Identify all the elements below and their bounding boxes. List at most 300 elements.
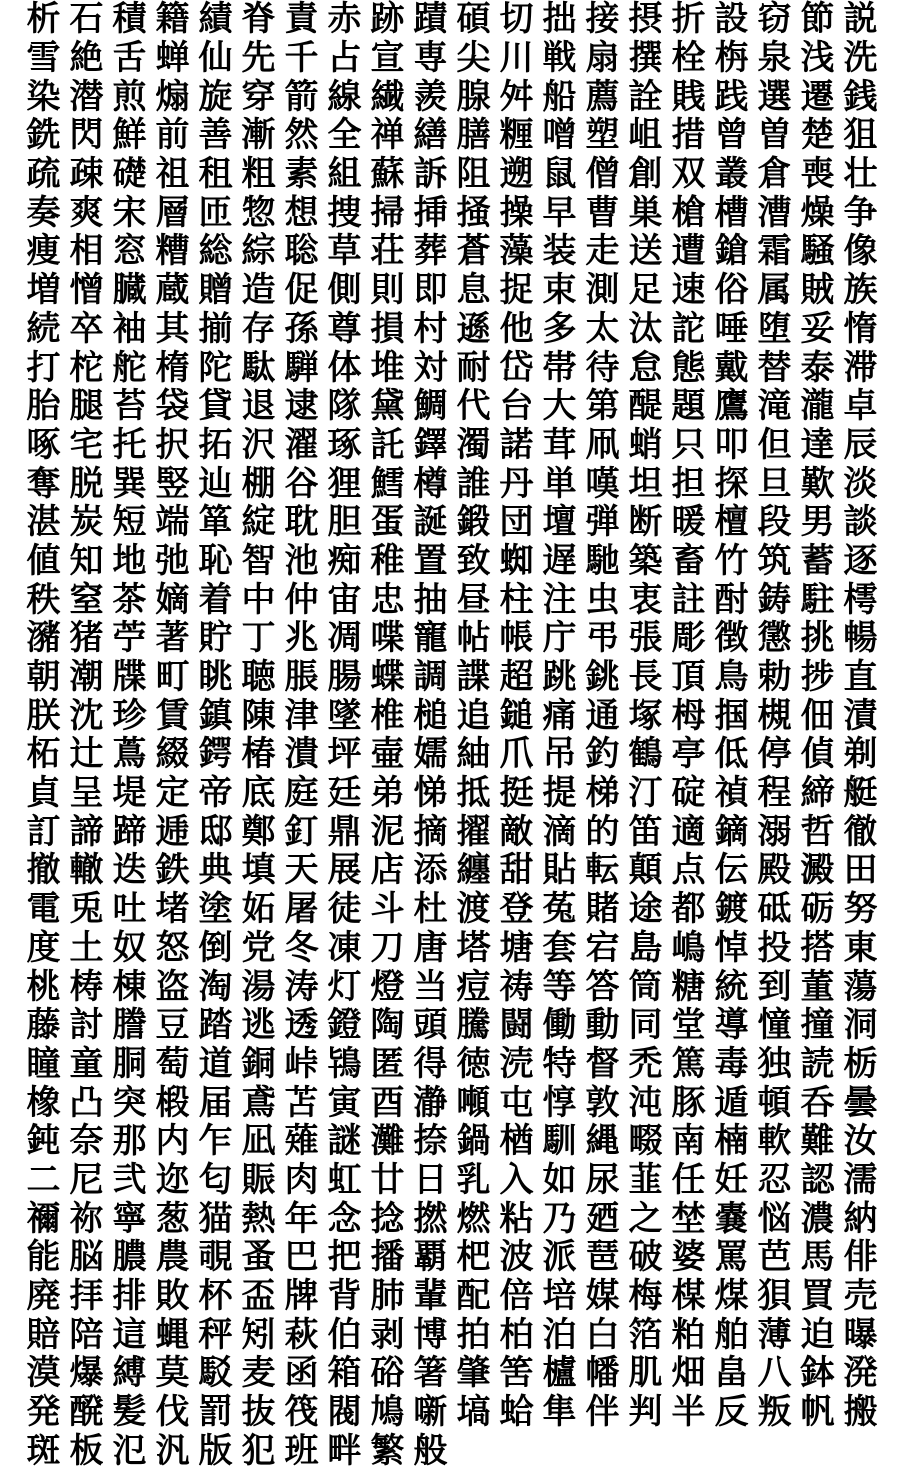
kanji-glyph: 蝉 — [155, 38, 190, 78]
kanji-glyph: 痩 — [26, 232, 61, 271]
kanji-glyph: 提 — [542, 773, 577, 813]
kanji-glyph: 楠 — [714, 1121, 749, 1161]
kanji-glyph: 肺 — [370, 1276, 405, 1316]
kanji-glyph: 摘 — [413, 812, 448, 852]
kanji-glyph: 岱 — [499, 348, 534, 387]
kanji-glyph: 遅 — [542, 541, 577, 581]
kanji-glyph: 岨 — [628, 116, 663, 155]
kanji-glyph: 鳶 — [241, 1083, 276, 1122]
kanji-glyph: 弛 — [155, 541, 190, 581]
kanji-glyph: 対 — [413, 348, 448, 387]
kanji-glyph: 梅 — [628, 1276, 663, 1316]
kanji-glyph: 套 — [542, 928, 577, 968]
kanji-glyph: 佃 — [800, 696, 835, 736]
kanji-glyph: 矧 — [241, 1315, 276, 1355]
kanji-glyph: 誰 — [456, 464, 491, 503]
kanji-glyph: 跡 — [370, 0, 405, 39]
kanji-glyph: 脱 — [69, 464, 104, 503]
kanji-glyph: 賊 — [800, 270, 835, 310]
kanji-glyph: 瀧 — [800, 386, 835, 426]
kanji-glyph: 銑 — [26, 116, 61, 155]
kanji-glyph: 粗 — [241, 154, 276, 194]
kanji-glyph: 担 — [671, 464, 706, 503]
kanji-glyph: 堂 — [671, 1005, 706, 1045]
kanji-glyph: 投 — [757, 928, 792, 968]
kanji-glyph: 丹 — [499, 464, 534, 503]
kanji-glyph: 阻 — [456, 154, 491, 194]
kanji-glyph: 発 — [26, 1392, 61, 1432]
kanji-glyph: 猫 — [198, 1199, 233, 1238]
kanji-glyph: 註 — [671, 580, 706, 619]
kanji-glyph: 徹 — [843, 812, 878, 852]
kanji-glyph: 当 — [413, 967, 448, 1006]
kanji-glyph: 棚 — [241, 464, 276, 503]
kanji-glyph: 馬 — [800, 1238, 835, 1277]
kanji-glyph: 楢 — [499, 1121, 534, 1161]
kanji-glyph: 糖 — [671, 967, 706, 1006]
kanji-glyph: 谷 — [284, 464, 319, 503]
kanji-glyph: 年 — [284, 1199, 319, 1238]
kanji-glyph: 訂 — [26, 812, 61, 852]
kanji-glyph: 恥 — [198, 541, 233, 581]
kanji-glyph: 塘 — [499, 928, 534, 968]
kanji-glyph: 選 — [757, 77, 792, 117]
kanji-glyph: 背 — [327, 1276, 362, 1316]
kanji-glyph: 澱 — [800, 851, 835, 890]
kanji-glyph: 点 — [671, 851, 706, 890]
kanji-glyph: 溌 — [843, 1354, 878, 1393]
kanji-glyph: 双 — [671, 154, 706, 194]
kanji-glyph: 蜘 — [499, 541, 534, 581]
kanji-glyph: 犯 — [241, 1431, 276, 1470]
kanji-glyph: 績 — [198, 0, 233, 39]
kanji-glyph: 土 — [69, 928, 104, 968]
kanji-glyph: 宅 — [69, 425, 104, 465]
kanji-glyph: 箭 — [284, 77, 319, 117]
kanji-glyph: 導 — [714, 1005, 749, 1045]
kanji-glyph: 嫡 — [155, 580, 190, 619]
kanji-glyph: 栴 — [714, 38, 749, 78]
kanji-glyph: 哲 — [800, 812, 835, 852]
kanji-glyph: 曇 — [843, 1083, 878, 1122]
kanji-glyph: 綴 — [155, 735, 190, 774]
kanji-glyph: 総 — [198, 232, 233, 271]
kanji-glyph: 線 — [327, 77, 362, 117]
kanji-glyph: 眺 — [198, 657, 233, 697]
kanji-glyph: 誕 — [413, 502, 448, 542]
kanji-glyph: 朕 — [26, 696, 61, 736]
kanji-glyph: 態 — [671, 348, 706, 387]
kanji-glyph: 鎗 — [714, 232, 749, 271]
kanji-glyph: 店 — [370, 851, 405, 890]
kanji-glyph: 廼 — [585, 1199, 620, 1238]
kanji-glyph: 寧 — [112, 1199, 147, 1238]
kanji-glyph: 狸 — [327, 464, 362, 503]
kanji-glyph: 托 — [112, 425, 147, 465]
kanji-glyph: 遡 — [499, 154, 534, 194]
kanji-glyph: 匿 — [370, 1044, 405, 1084]
kanji-glyph: 遜 — [456, 309, 491, 349]
kanji-glyph: 賠 — [26, 1315, 61, 1355]
kanji-glyph: 貸 — [198, 386, 233, 426]
kanji-glyph: 坦 — [628, 464, 663, 503]
kanji-glyph: 都 — [671, 889, 706, 929]
kanji-glyph: 苫 — [284, 1083, 319, 1122]
kanji-glyph: 塗 — [198, 889, 233, 929]
kanji-glyph: 童 — [69, 1044, 104, 1084]
kanji-glyph: 卒 — [69, 309, 104, 349]
kanji-glyph: 貼 — [542, 851, 577, 890]
kanji-glyph: 遷 — [800, 77, 835, 117]
kanji-glyph: 扇 — [585, 38, 620, 78]
kanji-glyph: 体 — [327, 348, 362, 387]
kanji-glyph: 妊 — [714, 1160, 749, 1200]
kanji-glyph: 鍍 — [714, 889, 749, 929]
kanji-glyph: 堆 — [370, 348, 405, 387]
kanji-glyph: 廃 — [26, 1276, 61, 1316]
kanji-glyph: 聴 — [241, 657, 276, 697]
kanji-glyph: 喪 — [800, 154, 835, 194]
kanji-glyph: 覇 — [413, 1238, 448, 1277]
kanji-glyph: 注 — [542, 580, 577, 619]
kanji-glyph: 鷹 — [714, 386, 749, 426]
kanji-glyph: 苔 — [112, 386, 147, 426]
kanji-glyph: 倉 — [757, 154, 792, 194]
kanji-glyph: 繕 — [413, 116, 448, 155]
kanji-glyph: 能 — [26, 1238, 61, 1277]
kanji-glyph: 朝 — [26, 657, 61, 697]
kanji-glyph: 先 — [241, 38, 276, 78]
kanji-glyph: 綜 — [241, 232, 276, 271]
kanji-glyph: 迫 — [800, 1315, 835, 1355]
kanji-glyph: 董 — [800, 967, 835, 1006]
kanji-glyph: 村 — [413, 309, 448, 349]
kanji-glyph: 粕 — [671, 1315, 706, 1355]
kanji-glyph: 働 — [542, 1005, 577, 1045]
kanji-glyph: 筏 — [284, 1392, 319, 1432]
kanji-glyph: 畷 — [628, 1121, 663, 1161]
kanji-glyph: 噌 — [542, 116, 577, 155]
kanji-glyph: 馳 — [585, 541, 620, 581]
kanji-glyph: 礎 — [112, 154, 147, 194]
kanji-glyph: 弟 — [370, 773, 405, 813]
kanji-glyph: 電 — [26, 889, 61, 929]
kanji-glyph: 冬 — [284, 928, 319, 968]
kanji-glyph: 琢 — [327, 425, 362, 465]
kanji-glyph: 堤 — [112, 773, 147, 813]
kanji-glyph: 濡 — [843, 1160, 878, 1200]
kanji-glyph: 到 — [757, 967, 792, 1006]
kanji-glyph: 乃 — [542, 1199, 577, 1238]
kanji-glyph: 逐 — [843, 541, 878, 581]
kanji-glyph: 帯 — [542, 348, 577, 387]
kanji-glyph: 敗 — [155, 1276, 190, 1316]
kanji-glyph: 辿 — [198, 464, 233, 503]
kanji-glyph: 柁 — [69, 348, 104, 387]
kanji-glyph: 鉢 — [800, 1354, 835, 1393]
kanji-glyph: 度 — [26, 928, 61, 968]
kanji-glyph: 髪 — [112, 1392, 147, 1432]
kanji-glyph: 羨 — [413, 77, 448, 117]
kanji-glyph: 蹄 — [112, 812, 147, 852]
kanji-glyph: 懲 — [757, 619, 792, 658]
kanji-glyph: 単 — [542, 464, 577, 503]
kanji-glyph: 捻 — [370, 1199, 405, 1238]
kanji-glyph: 寅 — [327, 1083, 362, 1122]
kanji-glyph: 楕 — [155, 348, 190, 387]
kanji-glyph: 杷 — [456, 1238, 491, 1277]
kanji-glyph: 繊 — [370, 77, 405, 117]
kanji-glyph: 盃 — [241, 1276, 276, 1316]
kanji-glyph: 濃 — [800, 1199, 835, 1238]
kanji-glyph: 伴 — [585, 1392, 620, 1432]
kanji-glyph: 虹 — [327, 1160, 362, 1200]
kanji-glyph: 肌 — [628, 1354, 663, 1393]
kanji-glyph: 匂 — [198, 1160, 233, 1200]
kanji-glyph: 隊 — [327, 386, 362, 426]
kanji-glyph: 匝 — [198, 193, 233, 233]
kanji-glyph: 酎 — [714, 580, 749, 619]
kanji-glyph: 氾 — [112, 1431, 147, 1470]
kanji-glyph: 挿 — [413, 193, 448, 233]
kanji-glyph: 栃 — [843, 1044, 878, 1084]
kanji-glyph: 呈 — [69, 773, 104, 813]
kanji-glyph: 箪 — [198, 502, 233, 542]
kanji-glyph: 泥 — [370, 812, 405, 852]
kanji-glyph: 設 — [714, 0, 749, 39]
kanji-glyph: 挑 — [800, 619, 835, 658]
kanji-glyph: 凋 — [327, 619, 362, 658]
kanji-glyph: 帆 — [800, 1392, 835, 1432]
kanji-glyph: 添 — [413, 851, 448, 890]
kanji-glyph: 槍 — [671, 193, 706, 233]
kanji-glyph: 漸 — [241, 116, 276, 155]
kanji-glyph: 蒼 — [456, 232, 491, 271]
kanji-glyph: 燈 — [370, 967, 405, 1006]
kanji-glyph: 認 — [800, 1160, 835, 1200]
kanji-glyph: 鼎 — [327, 812, 362, 852]
kanji-glyph: 拓 — [198, 425, 233, 465]
kanji-glyph: 託 — [370, 425, 405, 465]
kanji-glyph: 頂 — [671, 657, 706, 697]
kanji-glyph: 狙 — [843, 116, 878, 155]
kanji-glyph: 鍛 — [456, 502, 491, 542]
kanji-glyph: 掃 — [370, 193, 405, 233]
kanji-glyph: 漠 — [26, 1354, 61, 1393]
kanji-glyph: 汀 — [628, 773, 663, 813]
kanji-glyph: 悌 — [413, 773, 448, 813]
kanji-glyph: 銚 — [585, 657, 620, 697]
kanji-glyph: 笛 — [628, 812, 663, 852]
kanji-glyph: 但 — [757, 425, 792, 465]
kanji-glyph: 叢 — [714, 154, 749, 194]
kanji-glyph: 箱 — [327, 1354, 362, 1393]
kanji-glyph: 吊 — [542, 735, 577, 774]
kanji-glyph: 男 — [800, 502, 835, 542]
kanji-glyph: 全 — [327, 116, 362, 155]
kanji-glyph: 撤 — [26, 851, 61, 890]
kanji-glyph: 腿 — [69, 386, 104, 426]
kanji-glyph: 薦 — [585, 77, 620, 117]
kanji-glyph: 凪 — [241, 1121, 276, 1161]
kanji-glyph: 砺 — [800, 889, 835, 929]
kanji-glyph: 醗 — [69, 1392, 104, 1432]
kanji-glyph: 鶴 — [628, 735, 663, 774]
kanji-glyph: 抜 — [241, 1392, 276, 1432]
kanji-glyph: 耐 — [456, 348, 491, 387]
kanji-glyph: 波 — [499, 1238, 534, 1277]
kanji-glyph: 層 — [155, 193, 190, 233]
kanji-glyph: 爽 — [69, 193, 104, 233]
kanji-glyph: 炭 — [69, 502, 104, 542]
kanji-glyph: 旋 — [198, 77, 233, 117]
kanji-glyph: 剃 — [843, 735, 878, 774]
kanji-glyph: 猪 — [69, 619, 104, 658]
kanji-glyph: 白 — [585, 1315, 620, 1355]
kanji-glyph: 弐 — [112, 1160, 147, 1200]
kanji-glyph: 舛 — [499, 77, 534, 117]
kanji-glyph: 汎 — [155, 1431, 190, 1470]
kanji-glyph: 届 — [198, 1083, 233, 1122]
kanji-glyph: 判 — [628, 1392, 663, 1432]
kanji-glyph: 鯛 — [413, 386, 448, 426]
kanji-glyph: 甜 — [499, 851, 534, 890]
kanji-glyph: 廿 — [370, 1160, 405, 1200]
kanji-glyph: 蛋 — [370, 502, 405, 542]
kanji-glyph: 団 — [499, 502, 534, 542]
kanji-glyph: 洞 — [843, 1005, 878, 1045]
kanji-glyph: 堕 — [757, 309, 792, 349]
kanji-glyph: 蘇 — [370, 154, 405, 194]
kanji-glyph: 弔 — [585, 619, 620, 658]
kanji-glyph: 沈 — [69, 696, 104, 736]
kanji-glyph: 半 — [671, 1392, 706, 1432]
kanji-glyph: 荘 — [370, 232, 405, 271]
kanji-glyph: 葬 — [413, 232, 448, 271]
kanji-glyph: 楚 — [800, 116, 835, 155]
kanji-glyph: 幡 — [585, 1354, 620, 1393]
kanji-glyph: 属 — [757, 270, 792, 310]
kanji-glyph: 涛 — [284, 967, 319, 1006]
kanji-glyph: 筒 — [628, 967, 663, 1006]
kanji-glyph: 第 — [585, 386, 620, 426]
kanji-glyph: 暖 — [671, 502, 706, 542]
kanji-glyph: 鈍 — [26, 1121, 61, 1161]
kanji-glyph: 筈 — [499, 1354, 534, 1393]
kanji-glyph: 祷 — [499, 967, 534, 1006]
kanji-glyph: 走 — [585, 232, 620, 271]
kanji-glyph: 俗 — [714, 270, 749, 310]
kanji-glyph: 鳩 — [370, 1392, 405, 1432]
kanji-glyph: 想 — [284, 193, 319, 233]
kanji-glyph: 輩 — [413, 1276, 448, 1316]
kanji-glyph: 博 — [413, 1315, 448, 1355]
kanji-glyph: 捉 — [499, 270, 534, 310]
kanji-glyph: 捜 — [327, 193, 362, 233]
kanji-glyph: 撚 — [413, 1199, 448, 1238]
kanji-glyph: 赤 — [327, 0, 362, 39]
kanji-glyph: 把 — [327, 1238, 362, 1277]
kanji-glyph: 他 — [499, 309, 534, 349]
kanji-glyph: 檀 — [714, 502, 749, 542]
kanji-glyph: 刀 — [370, 928, 405, 968]
kanji-glyph: 痛 — [542, 696, 577, 736]
kanji-glyph: 騨 — [284, 348, 319, 387]
kanji-glyph: 掻 — [456, 193, 491, 233]
kanji-glyph: 臓 — [112, 270, 147, 310]
kanji-glyph: 拝 — [69, 1276, 104, 1316]
kanji-glyph: 追 — [456, 696, 491, 736]
kanji-glyph: 遁 — [714, 1083, 749, 1122]
kanji-glyph: 豚 — [671, 1083, 706, 1122]
kanji-glyph: 丁 — [241, 619, 276, 658]
kanji-glyph: 探 — [714, 464, 749, 503]
kanji-glyph: 二 — [26, 1160, 61, 1200]
kanji-glyph: 版 — [198, 1431, 233, 1470]
kanji-glyph: 牌 — [284, 1276, 319, 1316]
kanji-glyph: 排 — [112, 1276, 147, 1316]
kanji-glyph: 絶 — [69, 38, 104, 78]
kanji-glyph: 這 — [112, 1315, 147, 1355]
kanji-glyph: 覗 — [198, 1238, 233, 1277]
kanji-glyph: 閃 — [69, 116, 104, 155]
kanji-glyph: 叛 — [757, 1392, 792, 1432]
kanji-glyph: 農 — [155, 1238, 190, 1277]
kanji-glyph: 噺 — [413, 1392, 448, 1432]
kanji-glyph: 灘 — [370, 1121, 405, 1161]
kanji-glyph: 妥 — [800, 309, 835, 349]
kanji-glyph: 寵 — [413, 619, 448, 658]
kanji-glyph: 唾 — [714, 309, 749, 349]
kanji-glyph: 峠 — [284, 1044, 319, 1084]
kanji-glyph: 船 — [542, 77, 577, 117]
kanji-glyph: 塚 — [628, 696, 663, 736]
kanji-glyph: 爪 — [499, 735, 534, 774]
kanji-glyph: 袖 — [112, 309, 147, 349]
kanji-glyph: 煎 — [112, 77, 147, 117]
kanji-glyph: 努 — [843, 889, 878, 929]
kanji-glyph: 堵 — [155, 889, 190, 929]
kanji-glyph: 転 — [585, 851, 620, 890]
kanji-glyph: 配 — [456, 1276, 491, 1316]
kanji-glyph: 之 — [628, 1199, 663, 1238]
kanji-glyph: 窒 — [69, 580, 104, 619]
kanji-glyph: 菟 — [542, 889, 577, 929]
kanji-glyph: 悩 — [757, 1199, 792, 1238]
kanji-glyph: 畜 — [671, 541, 706, 581]
kanji-glyph: 鍋 — [456, 1121, 491, 1161]
kanji-glyph: 洗 — [843, 38, 878, 78]
kanji-glyph: 柘 — [26, 735, 61, 774]
kanji-glyph: 舌 — [112, 38, 147, 78]
kanji-glyph: 卓 — [843, 386, 878, 426]
kanji-glyph: 田 — [843, 851, 878, 890]
kanji-glyph: 嶋 — [671, 928, 706, 968]
kanji-glyph: 曝 — [843, 1315, 878, 1355]
kanji-glyph: 嬬 — [413, 735, 448, 774]
kanji-glyph: 壷 — [370, 735, 405, 774]
kanji-glyph: 熱 — [241, 1199, 276, 1238]
kanji-glyph: 窃 — [757, 0, 792, 39]
kanji-glyph: 茸 — [542, 425, 577, 465]
kanji-glyph: 秤 — [198, 1315, 233, 1355]
kanji-glyph: 篤 — [671, 1044, 706, 1084]
kanji-glyph: 登 — [499, 889, 534, 929]
kanji-glyph: 道 — [198, 1044, 233, 1084]
kanji-glyph: 陪 — [69, 1315, 104, 1355]
kanji-glyph: 虫 — [585, 580, 620, 619]
kanji-glyph: 陶 — [370, 1005, 405, 1045]
